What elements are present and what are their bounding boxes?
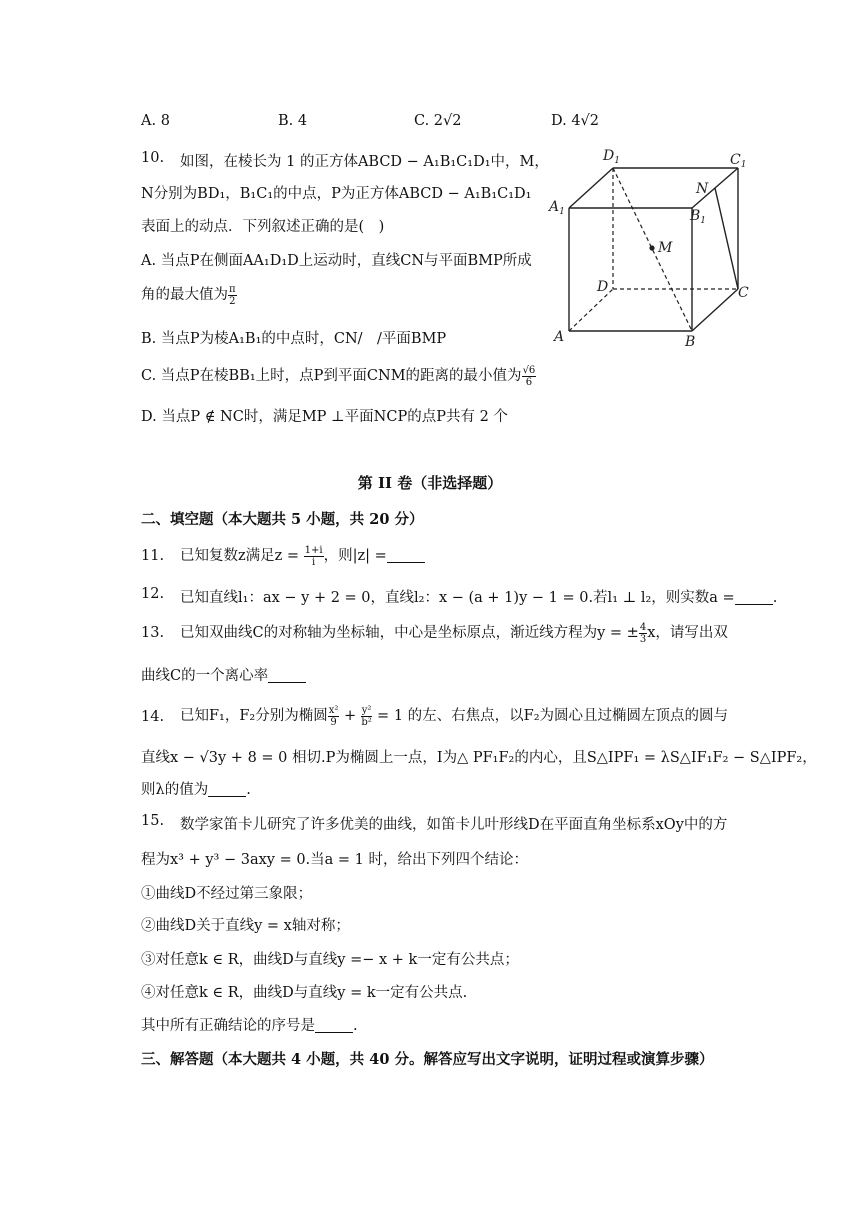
cube-figure	[545, 140, 765, 355]
label-n: N	[696, 181, 709, 197]
q13-number: 13.	[141, 625, 165, 641]
q13-answer-blank	[268, 668, 306, 683]
q14-line3: 则λ的值为 .	[141, 782, 251, 798]
q15-conclusion-1: ①曲线D不经过第三象限；	[141, 886, 313, 902]
label-d1: $D_1$	[603, 148, 620, 166]
q13-line1: 已知双曲线C的对称轴为坐标轴，中心是坐标原点，渐近线方程为y = ± $\frac{4}{3}$ x，请写出双	[180, 621, 728, 645]
q12-text: 已知直线l₁：ax − y + 2 = 0，直线l₂：x − (a + 1)y − 1 = 0.若l₁ ⊥ l₂，则实数a = .	[180, 590, 778, 606]
q9-option-b: B. 4	[278, 113, 308, 129]
q11-answer-blank	[387, 548, 425, 563]
q9-option-a: A. 8	[141, 113, 170, 129]
label-c1: $C_1$	[730, 152, 747, 170]
q14-answer-blank	[208, 782, 246, 797]
q10-option-a-line2: 角的最大值为 $\frac{\pi}{2}$	[141, 283, 236, 307]
point-m-dot	[649, 245, 654, 250]
q11-number: 11.	[141, 548, 165, 564]
q13-line2: 曲线C的一个离心率	[141, 664, 306, 685]
q10-option-a-line1: A. 当点P在侧面AA₁D₁D上运动时，直线CN与平面BMP所成	[141, 253, 532, 269]
label-a: A	[554, 329, 565, 345]
q15-conclusion-3: ③对任意k ∈ R，曲线D与直线y =− x + k一定有公共点；	[141, 952, 519, 968]
section-2-title: 二、填空题（本大题共 5 小题，共 20 分）	[141, 511, 424, 528]
q9-option-d: D. 4√2	[551, 113, 600, 129]
q10-number: 10.	[141, 150, 165, 166]
q10-option-c: C. 当点P在棱BB₁上时，点P到平面CNM的距离的最小值为 $\frac{√6}{6}$	[141, 364, 536, 388]
q14-number: 14.	[141, 709, 165, 725]
q10-line1: 如图，在棱长为 1 的正方体ABCD − A₁B₁C₁D₁中，M，	[180, 154, 549, 170]
section-3-title: 三、解答题（本大题共 4 小题，共 40 分。解答应写出文字说明，证明过程或演算步骤）	[141, 1051, 714, 1068]
q15-conclusion-4: ④对任意k ∈ R，曲线D与直线y = k一定有公共点.	[141, 985, 468, 1001]
q14-line1: 已知F₁，F₂分别为椭圆 $\frac{\text{x²}}{9}$ + $\frac{\text{y²}}{\text{b²}}$ = 1 的左、右焦点，以F₂为圆心且过椭圆左顶点的圆与	[180, 704, 729, 728]
section-2-heading: 第 II 卷（非选择题）	[357, 474, 503, 492]
label-b1: $B_1$	[690, 208, 707, 226]
q15-final: 其中所有正确结论的序号是 .	[141, 1018, 358, 1034]
q15-answer-blank	[315, 1018, 353, 1033]
q12-number: 12.	[141, 586, 165, 602]
label-c: C	[738, 285, 749, 301]
q15-number: 15.	[141, 813, 165, 829]
q15-conclusion-2: ②曲线D关于直线y = x轴对称；	[141, 918, 350, 934]
label-a1: $A_1$	[549, 199, 565, 217]
q14-line2: 直线x − √3y + 8 = 0 相切.P为椭圆上一点，I为△ PF₁F₂的内心，且S△IPF₁ = λS△IF₁F₂ − S△IPF₂，	[141, 750, 817, 766]
q11-text: 已知复数z满足z = $\frac{1+i}{i}$ ，则|z| =	[180, 544, 425, 568]
q10-option-b: B. 当点P为棱A₁B₁的中点时，CN/ /平面BMP	[141, 331, 447, 347]
q10-option-d: D. 当点P ∉ NC时，满足MP ⊥平面NCP的点P共有 2 个	[141, 409, 508, 425]
q12-answer-blank	[735, 590, 773, 605]
label-d: D	[597, 279, 609, 295]
q10-line3: 表面上的动点．下列叙述正确的是( )	[141, 219, 385, 235]
q15-line1: 数学家笛卡儿研究了许多优美的曲线，如笛卡儿叶形线D在平面直角坐标系xOy中的方	[180, 817, 728, 833]
label-m: M	[658, 240, 673, 256]
q9-option-c: C. 2√2	[414, 113, 462, 129]
q10-line2: N分别为BD₁，B₁C₁的中点，P为正方体ABCD − A₁B₁C₁D₁	[141, 186, 532, 202]
label-b: B	[685, 334, 696, 350]
q15-line2: 程为x³ + y³ − 3axy = 0.当a = 1 时，给出下列四个结论：	[141, 852, 529, 868]
